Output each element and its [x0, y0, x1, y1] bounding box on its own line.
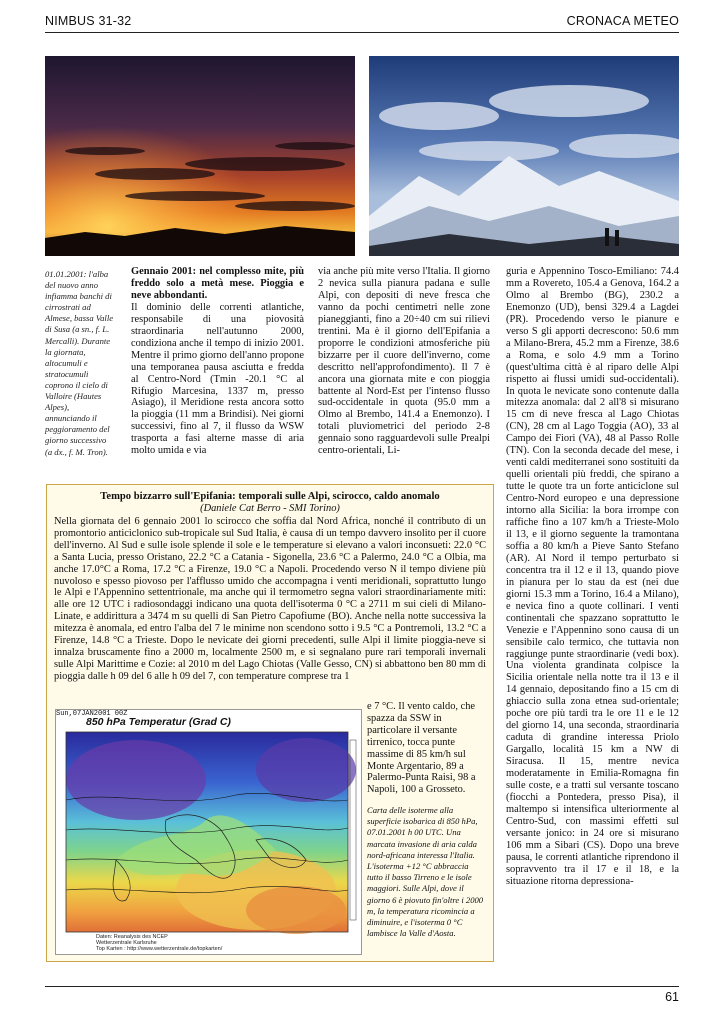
map-timestamp: Sun,07JAN2001 00Z — [56, 710, 128, 718]
article-column-1 — [131, 266, 304, 457]
map-source-line: Wetterzentrale Karlsruhe — [96, 940, 157, 946]
box-title: Tempo bizzarro sull'Epifania: temporali sulle Alpi, scirocco, caldo anomalo — [100, 491, 440, 502]
header-rule — [45, 32, 679, 33]
box-author: (Daniele Cat Berro - SMI Torino) — [200, 503, 340, 514]
map-title: 850 hPa Temperatur (Grad C) — [86, 716, 231, 728]
epiphany-box — [46, 484, 494, 962]
article-column-3 — [506, 266, 679, 888]
article-text-3: guria e Appennino Tosco-Emiliano: 74.4 mm a Rovereto, 105.4 a Genova, 164.2 a Olmo al Brembo (BG), 230.2 a Enemonzo (UD), bensì 329.4 a Lagdei (PR). Procedendo verso le pianure e verso S gli apporti decrescono: 50.6 mm a Milano-Brera, 45.2 mm a Firenze, 38.6 a Roma, e solo 4.9 mm a Torino (quest'ultima città è al riparo delle Alpi rispetto ai flussi umidi sud-occidentali). In quota le nevicate sono contenute dalla mitezza anomala: dal 2 all'8 si misurano 15 cm di neve fresca al Lago Chiotas (CN), 28 cm al Lago Toggia (AO), 33 al Campo dei Fiori (VA), 48 al Passo Rolle (TN). Con la seconda decade del mese, i venti caldi mediterranei sono sostituiti da quelli orientali più freddi, che spirano a tutte le quote tra un forte anticiclone sul Centro-Nord europeo e una depressione intorno alla Sicilia: la bora irrompe con raffiche fino a 107 km/h a Trieste-Molo il 13, e il giorno seguente la tramontana soffia a 80 km/h a Pieve Santo Stefano (AR). Al Nord il tempo perturbato si concentra tra il 12 e il 13, quando piove in pianura per lo stau da est (nei due giorni 15.3 mm a Torino, 16.4 a Milano), e nevica fino a quote collinari. I venti continentali che spazzano soprattutto le Venezie e l'Appennino sono causa di un sensibile calo termico, che tuttavia non raggiunge punte straordinarie (vedi box). Una violenta grandinata colpisce la Sicilia orientale nella notte tra il 13 e il 14 gennaio, depositando fino a 15 cm di ghiaccio sulla zona etnea sud-orientale; poche ore più tardi tra le ore 11 e le 12 del giorno 14, una seconda, straordinaria caduta di grandine interessa Priolo Gargallo, località 15 km a NW di Siracusa. Il 15, mentre nevica moderatamente in Emilia-Romagna fin sulle coste, e a tratti sul versante toscano (fiocchi a Pontedera, presso Pisa), il maltempo si intensifica ulteriormente al Centro-Sud, con massimi effetti sul versante jonico: in 24 ore si misurano 106 mm a Sibari (CS). Dopo una breve pausa, le correnti atlantiche riprendono il sopravvento tra il 17 e il 18, e la situazione ritorna depressiona- — [506, 266, 679, 887]
photo-caption: 01.01.2001: l'alba del nuovo anno infiamma banchi di cirrostrati ad Almese, bassa Valle di Susa (a sn., f. L. Mercalli). Durante la giornata, altocumuli e stratocumuli coprono il cielo di Valloire (Hautes Alpes), annunciando il peggioramento del giorno successivo (a dx., f. M. Tron). — [45, 269, 114, 457]
magazine-title: NIMBUS 31-32 — [45, 14, 132, 28]
map-source-line: Daten: Reanalysis des NCEP — [96, 934, 168, 940]
sunrise-photo — [45, 56, 355, 256]
section-title: CRONACA METEO — [566, 14, 679, 28]
map-caption: Carta delle isoterme alla superficie isobarica di 850 hPa, 07.01.2001 h 00 UTC. Una marcata invasione di aria calda nord-africana interessa l'Italia. L'isoterma +12 °C abbraccia tutto il basso Tirreno e le isole maggiori. Sulle Alpi, dove il giorno 6 è piovuto fin'oltre i 2000 m, la temperatura ricomincia a diminuire, e l'isoterma 0 °C lambisce la Valle d'Aosta. — [367, 805, 484, 939]
article-text-2: via anche più mite verso l'Italia. Il giorno 2 nevica sulla pianura padana e sulle Alpi, con depositi di neve fresca che vanno da pochi centimetri nelle zone pianeggianti, fino a 20÷40 cm sui rilievi trentini. Ma è il giorno dell'Epifania a proporre le condizioni atmosferiche più bizzarre per il cuore dell'inverno, come descritto nell'approfondimento). Il 7 è ancora una giornata mite e con pioggia battente al Nord-Est per l'intenso flusso sud-occidentale in quota (95.0 mm a Olmo al Brembo, 141.4 a Enemonzo). I totali pluviometrici del periodo 2-8 gennaio sono ragguardevoli sulle Prealpi centro-orientali, Li- — [318, 266, 490, 457]
mountain-photo — [369, 56, 679, 256]
box-text-continued: e 7 °C. Il vento caldo, che spazza da SSW in particolare il versante tirrenico, tocca punte massime di 85 km/h sul Monte Argentario, 89 a Palermo-Punta Raisi, 98 a Napoli, 100 a Grosseto. — [367, 701, 476, 796]
footer-rule — [45, 986, 679, 987]
page-number: 61 — [665, 990, 679, 1004]
map-source-line: Top Karten : http://www.wetterzentrale.de/topkarten/ — [96, 946, 223, 952]
article-text-1: Il dominio delle correnti atlantiche, responsabile di una piovosità straordinaria nell'autunno 2000, condiziona anche il tempo di inizio 2001. Mentre il primo giorno dell'anno propone una temporanea pausa asciutta e fredda al Centro-Nord (Tmin -20.1 °C al Rifugio Marcesina, 1337 m, presso Asiago), il Meridione resta ancora sotto la pioggia (11 mm a Brindisi). Nei giorni successivi, fino al 7, il flusso da WSW trasporta a fasi alterne masse di aria molto umida e via — [131, 301, 304, 457]
map-source — [96, 934, 222, 952]
temperature-map — [55, 709, 362, 955]
article-lead: Gennaio 2001: nel complesso mite, più freddo solo a metà mese. Pioggia e neve abbondanti. — [131, 266, 304, 301]
article-column-2 — [318, 266, 490, 457]
box-text: Nella giornata del 6 gennaio 2001 lo scirocco che soffia dal Nord Africa, nonché il contributo di un promontorio anticiclonico sub-tropicale sul Sud Italia, è causa di un tempo davvero insolito per il cuore dell'inverno. Al Sud e sulle isole splende il sole e le temperature si elevano a valori inconsueti: 22.0 °C a Santa Lucia, presso Oristano, 22.2 °C a Catania - Sigonella, 23.6 °C a Palermo, 24.0 °C a Olbia, ma anche 17.0°C a Roma, 17.2 °C a Firenze, 19.0 °C a Napoli. Procedendo verso N il tempo diviene più nuvoloso e spesso piovoso per l'afflusso umido che accompagna i venti meridionali, soprattutto lungo le Alpi e l'Appennino settentrionale, ma anche qui il termometro segna valori straordinariamente miti: alle ore 12 UTC i radiosondaggi indicano una quota dell'isoterma 0 °C a 2711 m sui cieli di Milano-Linate, e addirittura a 3474 m su quelli di San Pietro Capofiume (BO). Anche nella notte successiva la mitezza è anomala, ed entro l'alba del 7 le minime non scendono sotto i 9.5 °C a Pontremoli, 13.2 °C a Firenze, 14.8 °C a Trieste. Dopo le nevicate dei giorni precedenti, sulle Alpi il limite pioggia-neve si innalza bruscamente fino a 2000 m, localmente 2500 m, e si segnalano pure rari temporali invernali sulle Alpi Marittime e Cozie: al 2010 m del Lago Chiotas (Valle Gesso, CN) si abbattono ben 80 mm di pioggia dalle h 09 del 6 alle h 09 del 7, con temperature comprese tra 1 — [54, 516, 486, 682]
